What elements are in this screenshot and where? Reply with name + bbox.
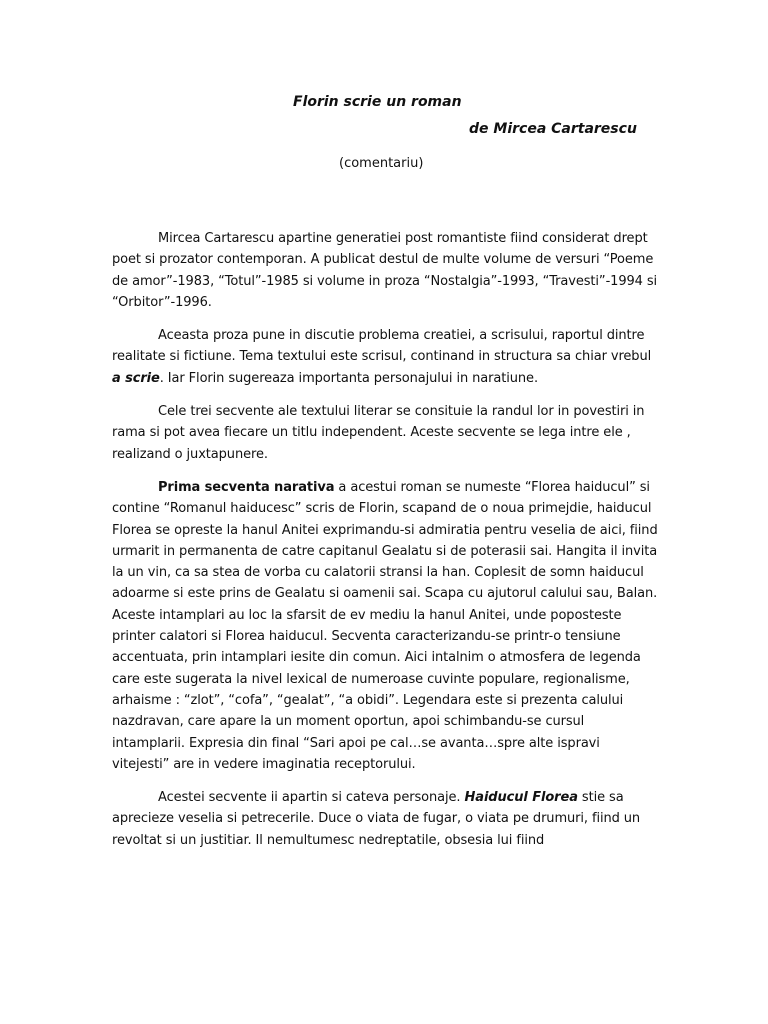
- paragraph-1: Mircea Cartarescu apartine generatiei post romantiste fiind considerat drept poet si prozator contemporan. A publicat destul de multe volume de versuri “Poeme de amor”-1983, “Totul”-1985 si volume in proza “Nostalgia”-1993, “Travesti”-1994 si “Orbitor”-1996.: [112, 231, 658, 310]
- paragraph-5: [112, 787, 658, 851]
- paragraph-2-emphasis: a scrie: [112, 370, 160, 386]
- paragraph-2-text-before: Aceasta proza pune in discutie problema creatiei, a scrisului, raportul dintre realitate si fictiune. Tema textului este scrisul, continand in structura sa chiar vrebul: [112, 328, 652, 365]
- paragraph-5-text-after: stie sa aprecieze veselia si petrecerile. Duce o viata de fugar, o viata pe drumuri, fiind un revoltat si un justitiar. Il nemultumesc nedreptatile, obsesia lui fiind: [112, 790, 641, 848]
- paragraph-4-text: a acestui roman se numeste “Florea haiducul” si contine “Romanul haiducesc” scris de Florin, scapand de o noua primejdie, haiducul Florea se opreste la hanul Anitei exprimandu-si admiratia pentru veselia de aici, fiind urmarit in permanenta de catre capitanul Gealatu si de poterasii sai. Hangita il invita la un vin, ca sa stea de vorba cu calatorii stransi la han. Coplesit de somn haiducul adoarme si este prins de Gealatu si oamenii sai. Scapa cu ajutorul calului sau, Balan. Aceste intamplari au loc la sfarsit de ev mediu la hanul Anitei, unde poposteste printer calatori si Florea haiducul. Secventa caracterizandu-se printr-o tensiune accentuata, prin intamplari iesite din comun. Aici intalnim o atmosfera de legenda care este sugerata la nivel lexical de numeroase cuvinte populare, regionalisme, arhaisme : “zlot”, “cofa”, “gealat”, “a obidi”. Legendara este si prezenta calului nazdravan, care apare la un moment oportun, apoi schimbandu-se cursul intamplarii. Expresia din final “Sari apoi pe cal…se avanta…spre alte ispravi vitejesti” are in vedere imaginatia receptorului.: [112, 479, 658, 772]
- paragraph-2-text-after: . Iar Florin sugereaza importanta personajului in naratiune.: [159, 370, 538, 386]
- document-label: (comentariu): [339, 156, 424, 171]
- document-author: de Mircea Cartarescu: [469, 121, 637, 137]
- paragraph-5-emphasis: Haiducul Florea: [464, 790, 578, 806]
- paragraph-5-text-before: Acestei secvente ii apartin si cateva personaje.: [158, 790, 465, 806]
- paragraph-4: [112, 477, 658, 775]
- document-title: Florin scrie un roman: [293, 94, 462, 110]
- paragraph-4-lead: Prima secventa narativa: [158, 479, 335, 495]
- paragraph-3: Cele trei secvente ale textului literar se consituie la randul lor in povestiri in rama si pot avea fiecare un titlu independent. Aceste secvente se lega intre ele , realizand o juxtapunere.: [112, 404, 645, 462]
- document-body: [112, 228, 658, 863]
- paragraph-2: [112, 325, 658, 389]
